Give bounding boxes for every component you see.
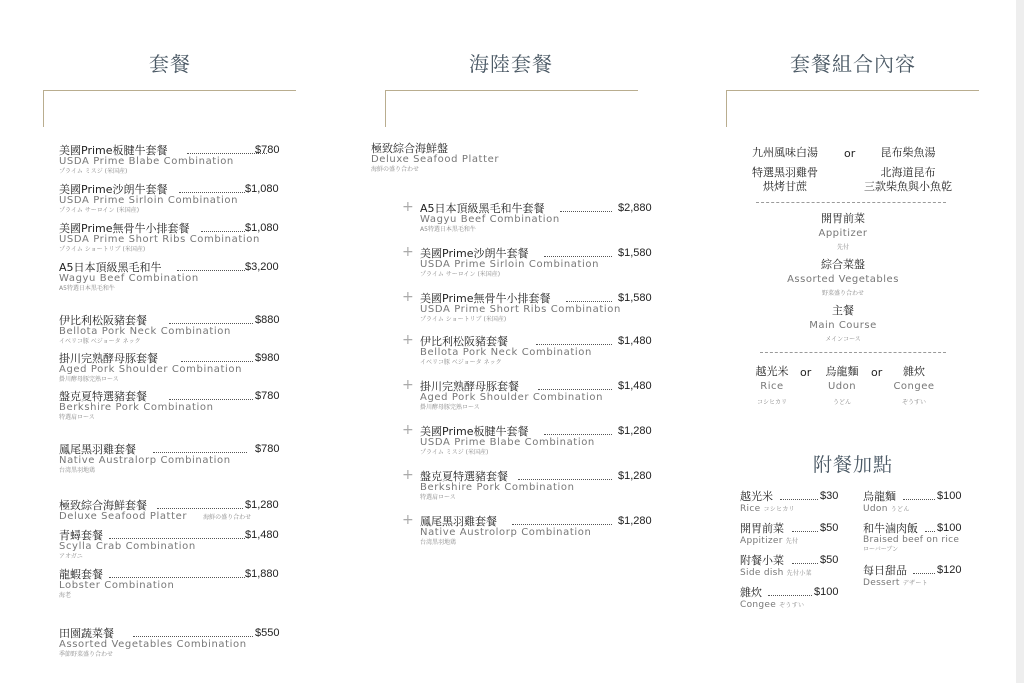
leader-dots — [792, 531, 818, 532]
price: $100 — [937, 522, 962, 534]
price: $880 — [255, 314, 280, 326]
plus-icon: + — [402, 332, 414, 348]
leader-dots — [157, 508, 243, 509]
leader-dots — [512, 524, 612, 525]
price: $1,480 — [618, 335, 652, 347]
plus-icon: + — [402, 199, 414, 215]
price: $50 — [820, 522, 839, 534]
contents-bracket — [726, 90, 979, 127]
price: $3,200 — [245, 261, 279, 273]
menu-item: + 美國Prime沙朗牛套餐 USDA Prime Sirloin Combination プライム サーロイン (米国産) $1,580 — [402, 244, 652, 278]
menu-item: + 鳳尾黑羽雞套餐 Native Austrolorp Combination 台湾黒羽地鶏 $1,280 — [402, 512, 652, 546]
course-appetizer: 開胃前菜 Appitizer 先付 — [818, 212, 868, 251]
divider — [756, 202, 946, 203]
surf-turf-bracket — [385, 90, 638, 127]
price: $980 — [255, 352, 280, 364]
plus-icon: + — [402, 244, 414, 260]
surf-header: 極致綜合海鮮盤 Deluxe Seafood Platter 海鮮の盛り合わせ — [371, 142, 500, 173]
leader-dots — [913, 573, 935, 574]
addon-item: 每日甜品 $120 Dessert デザート — [863, 564, 962, 588]
course-vegetables: 綜合菜盤 Assorted Vegetables 野菜盛り合わせ — [787, 258, 899, 297]
leader-dots — [560, 211, 612, 212]
leader-dots — [544, 434, 612, 435]
leader-dots — [201, 231, 245, 232]
menu-item: A5日本頂級黑毛和牛 Wagyu Beef Combination A5特選日本黒毛和牛 $3,200 — [59, 261, 279, 292]
plus-icon: + — [402, 289, 414, 305]
addon-item: 越光米 $30 Rice コシヒカリ — [740, 490, 839, 514]
price: $550 — [255, 627, 280, 639]
price: $2,880 — [618, 202, 652, 214]
or-label: or — [871, 366, 883, 379]
leader-dots — [518, 479, 612, 480]
addon-item: 雜炊 $100 Congee ぞうすい — [740, 586, 839, 610]
soup-left-detail: 特選黑羽雞骨 烘烤甘蔗 — [752, 166, 818, 193]
page-edge — [1016, 0, 1024, 683]
menu-item: + 掛川完熟酵母豚套餐 Aged Pork Shoulder Combination 掛川酵母豚完熟ロース $1,480 — [402, 377, 652, 411]
staple-congee: 雜炊 Congee ぞうすい — [893, 365, 935, 406]
menu-item: + 盤克夏特選豬套餐 Berkshire Pork Combination 特選肩ロース $1,280 — [402, 467, 652, 501]
price: $1,280 — [618, 515, 652, 527]
staple-rice: 越光米 Rice コシヒカリ — [755, 365, 789, 406]
price: $1,480 — [618, 380, 652, 392]
menu-item: 掛川完熟酵母豚套餐 Aged Pork Shoulder Combination 掛川酵母豚完熟ロース $980 — [59, 352, 280, 383]
leader-dots — [179, 192, 245, 193]
plus-icon: + — [402, 422, 414, 438]
leader-dots — [768, 595, 812, 596]
price: $780 — [255, 443, 280, 455]
soup-right-detail: 北海道昆布 三款柴魚與小魚乾 — [864, 166, 952, 193]
leader-dots — [566, 301, 612, 302]
price: $1,080 — [245, 222, 279, 234]
divider — [760, 352, 946, 353]
leader-dots — [903, 499, 935, 500]
leader-dots — [544, 256, 612, 257]
price: $100 — [814, 586, 839, 598]
price: $1,080 — [245, 183, 279, 195]
soup-left: 九州風味白湯 — [752, 146, 818, 159]
leader-dots — [181, 361, 253, 362]
addon-item: 烏龍麵 $100 Udon うどん — [863, 490, 962, 514]
price: $1,280 — [245, 499, 279, 511]
price: $1,580 — [618, 247, 652, 259]
or-label: or — [800, 366, 812, 379]
leader-dots — [792, 563, 818, 564]
menu-item: 鳳尾黑羽雞套餐 Native Australorp Combination 台湾黒羽地鶏 $780 — [59, 443, 280, 474]
leader-dots — [536, 344, 612, 345]
leader-dots — [780, 499, 818, 500]
price: $780 — [255, 390, 280, 402]
addon-item: 和牛滷肉飯 $100 Braised beef on rice ローバーブン — [863, 522, 962, 553]
price: $50 — [820, 554, 839, 566]
price: $1,280 — [618, 470, 652, 482]
addons-title: 附餐加點 — [812, 454, 893, 476]
price: $780 — [255, 144, 280, 156]
set-menu-title: 套餐 — [149, 52, 191, 76]
menu-item: 田園蔬菜餐 Assorted Vegetables Combination 季節野菜盛り合わせ $550 — [59, 627, 280, 658]
price: $1,580 — [618, 292, 652, 304]
leader-dots — [169, 323, 253, 324]
menu-item: 盤克夏特選豬套餐 Berkshire Pork Combination 特選肩ロース $780 — [59, 390, 280, 421]
staple-udon: 烏龍麵 Udon うどん — [825, 365, 859, 406]
plus-icon: + — [402, 512, 414, 528]
price: $1,880 — [245, 568, 279, 580]
surf-turf-column — [340, 0, 682, 683]
leader-dots — [925, 531, 935, 532]
surf-turf-title: 海陸套餐 — [469, 52, 553, 76]
menu-item: + 美國Prime板腱牛套餐 USDA Prime Blabe Combination プライム ミスジ (米国産) $1,280 — [402, 422, 652, 456]
addon-item: 附餐小菜 $50 Side dish 先付小菜 — [740, 554, 839, 578]
leader-dots — [169, 399, 253, 400]
contents-column — [690, 0, 1016, 683]
plus-icon: + — [402, 467, 414, 483]
soup-right: 昆布柴魚湯 — [880, 146, 936, 159]
leader-dots — [109, 577, 245, 578]
leader-dots — [538, 389, 612, 390]
menu-item: + A5日本頂級黑毛和牛套餐 Wagyu Beef Combination A5特選日本黒毛和牛 $2,880 — [402, 199, 652, 233]
addon-item: 開胃前菜 $50 Appitizer 先付 — [740, 522, 839, 546]
menu-item: 美國Prime板腱牛套餐 USDA Prime Blabe Combination プライム ミスジ (米国産) $780 — [59, 144, 280, 175]
leader-dots — [133, 636, 253, 637]
plus-icon: + — [402, 377, 414, 393]
set-menu-bracket — [43, 90, 296, 127]
course-main: 主餐 Main Course メインコース — [809, 304, 877, 343]
leader-dots — [177, 270, 245, 271]
price: $100 — [937, 490, 962, 502]
menu-item: 美國Prime無骨牛小排套餐 USDA Prime Short Ribs Combination プライム ショートリブ (米国産) $1,080 — [59, 222, 279, 253]
contents-title: 套餐組合內容 — [790, 52, 916, 76]
menu-item: 極致綜合海鮮套餐 Deluxe Seafood Platter 海鮮の盛り合わせ $1,280 — [59, 499, 279, 522]
menu-item: 龍蝦套餐 Lobster Combination 海老 $1,880 — [59, 568, 279, 599]
price: $1,480 — [245, 529, 279, 541]
menu-item: 美國Prime沙朗牛套餐 USDA Prime Sirloin Combination プライム サーロイン (米国産) $1,080 — [59, 183, 279, 214]
price: $120 — [937, 564, 962, 576]
leader-dots — [153, 452, 247, 453]
price: $1,280 — [618, 425, 652, 437]
set-menu-column — [0, 0, 340, 683]
price: $30 — [820, 490, 839, 502]
or-label: or — [844, 147, 856, 160]
menu-item: 青蟳套餐 Scylla Crab Combination アオガニ $1,480 — [59, 529, 279, 560]
menu-item: + 美國Prime無骨牛小排套餐 USDA Prime Short Ribs Combination プライム ショートリブ (米国産) $1,580 — [402, 289, 652, 323]
leader-dots — [109, 538, 245, 539]
menu-item: 伊比利松阪豬套餐 Bellota Pork Neck Combination イベリコ豚 ベジョータ ネック $880 — [59, 314, 280, 345]
menu-item: + 伊比利松阪豬套餐 Bellota Pork Neck Combination イベリコ豚 ベジョータ ネック $1,480 — [402, 332, 652, 366]
